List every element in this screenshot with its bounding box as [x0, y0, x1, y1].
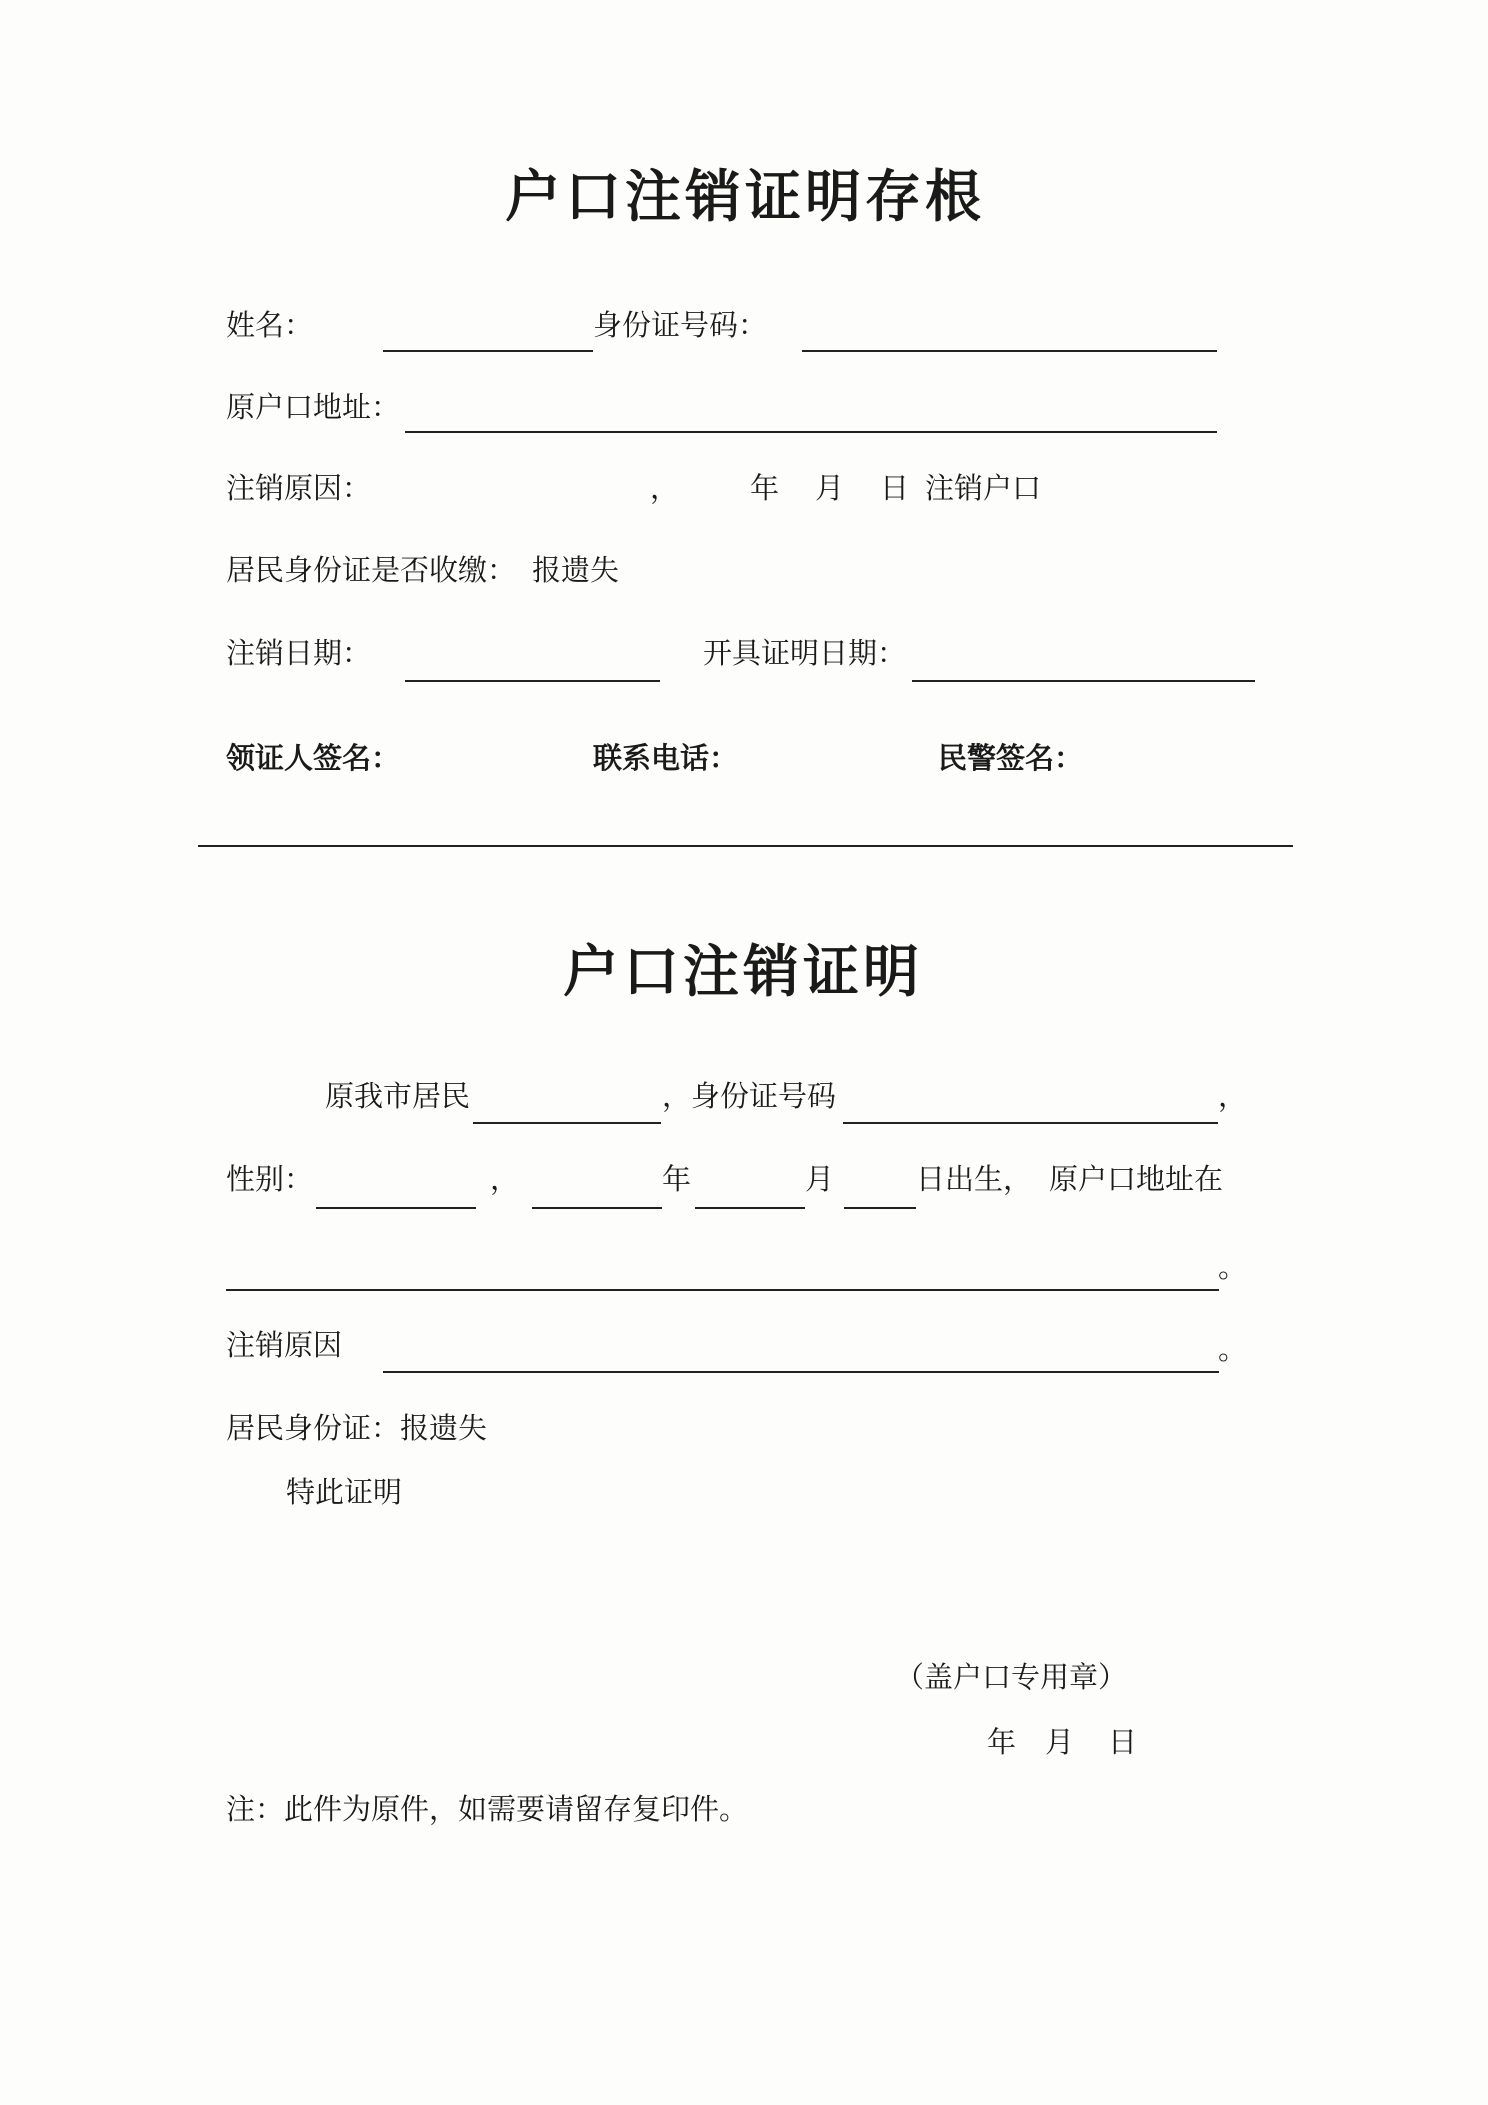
cert-sign-year: 年 [987, 1725, 1017, 1759]
stub-reason-month: 月 [815, 471, 845, 505]
cert-sign-month: 月 [1045, 1725, 1075, 1759]
cert-address-end: 。 [1218, 1250, 1248, 1284]
cert-id-field[interactable] [843, 1122, 1218, 1124]
cert-birth-month-field[interactable] [695, 1207, 805, 1209]
stub-receiver-sign-label: 领证人签名： [226, 741, 401, 775]
stub-address-label: 原户口地址： [226, 390, 401, 424]
cert-birth-year: 年 [662, 1162, 692, 1196]
cert-birth-day-field[interactable] [844, 1207, 916, 1209]
cert-certify-text: 特此证明 [286, 1475, 403, 1509]
cert-reason-end: 。 [1218, 1332, 1248, 1366]
cert-gender-comma: ， [490, 1162, 520, 1196]
cert-id-label: ，身份证号码 [662, 1079, 837, 1113]
stub-reason-comma: ， [650, 471, 680, 505]
stub-issue-date-field[interactable] [912, 680, 1255, 682]
cert-gender-label: 性别： [226, 1162, 314, 1196]
stub-address-field[interactable] [405, 431, 1217, 433]
stub-idcard-status-label: 居民身份证是否收缴： [226, 553, 517, 587]
cert-idcard-label: 居民身份证：报遗失 [226, 1411, 488, 1445]
cert-address-label: 原户口地址在 [1049, 1162, 1224, 1196]
stub-id-label: 身份证号码： [593, 308, 768, 342]
cert-gender-field[interactable] [316, 1207, 476, 1209]
stub-reason-label: 注销原因： [226, 471, 372, 505]
cert-sign-day: 日 [1108, 1725, 1138, 1759]
cert-birth-day-suffix: 日出生， [916, 1162, 1033, 1196]
stub-cancel-date-field[interactable] [405, 680, 660, 682]
cert-address-field[interactable] [226, 1289, 1219, 1291]
certificate-title: 户口注销证明 [563, 939, 923, 1005]
cert-resident-name-field[interactable] [473, 1122, 661, 1124]
stub-name-label: 姓名： [226, 308, 314, 342]
cert-footnote: 注：此件为原件，如需要请留存复印件。 [226, 1792, 749, 1826]
stub-reason-year: 年 [750, 471, 780, 505]
cert-birth-month: 月 [805, 1162, 835, 1196]
stub-idcard-status-value: 报遗失 [532, 553, 620, 587]
cert-stamp-note: （盖户口专用章） [895, 1660, 1128, 1694]
stub-id-field[interactable] [802, 350, 1217, 352]
cert-resident-prefix: 原我市居民 [325, 1079, 471, 1113]
stub-name-field[interactable] [383, 350, 593, 352]
stub-contact-phone-label: 联系电话： [593, 741, 739, 775]
stub-cancel-date-label: 注销日期： [226, 636, 372, 670]
stub-reason-suffix: 注销户口 [925, 471, 1042, 505]
cert-id-suffix: ， [1218, 1079, 1248, 1113]
stub-issue-date-label: 开具证明日期： [703, 636, 907, 670]
section-divider [198, 845, 1293, 847]
cert-birth-year-field[interactable] [532, 1207, 662, 1209]
cert-reason-field[interactable] [383, 1371, 1219, 1373]
cert-reason-label: 注销原因 [226, 1328, 343, 1362]
stub-reason-day: 日 [880, 471, 910, 505]
stub-title: 户口注销证明存根 [505, 164, 985, 230]
stub-police-sign-label: 民警签名： [938, 741, 1084, 775]
